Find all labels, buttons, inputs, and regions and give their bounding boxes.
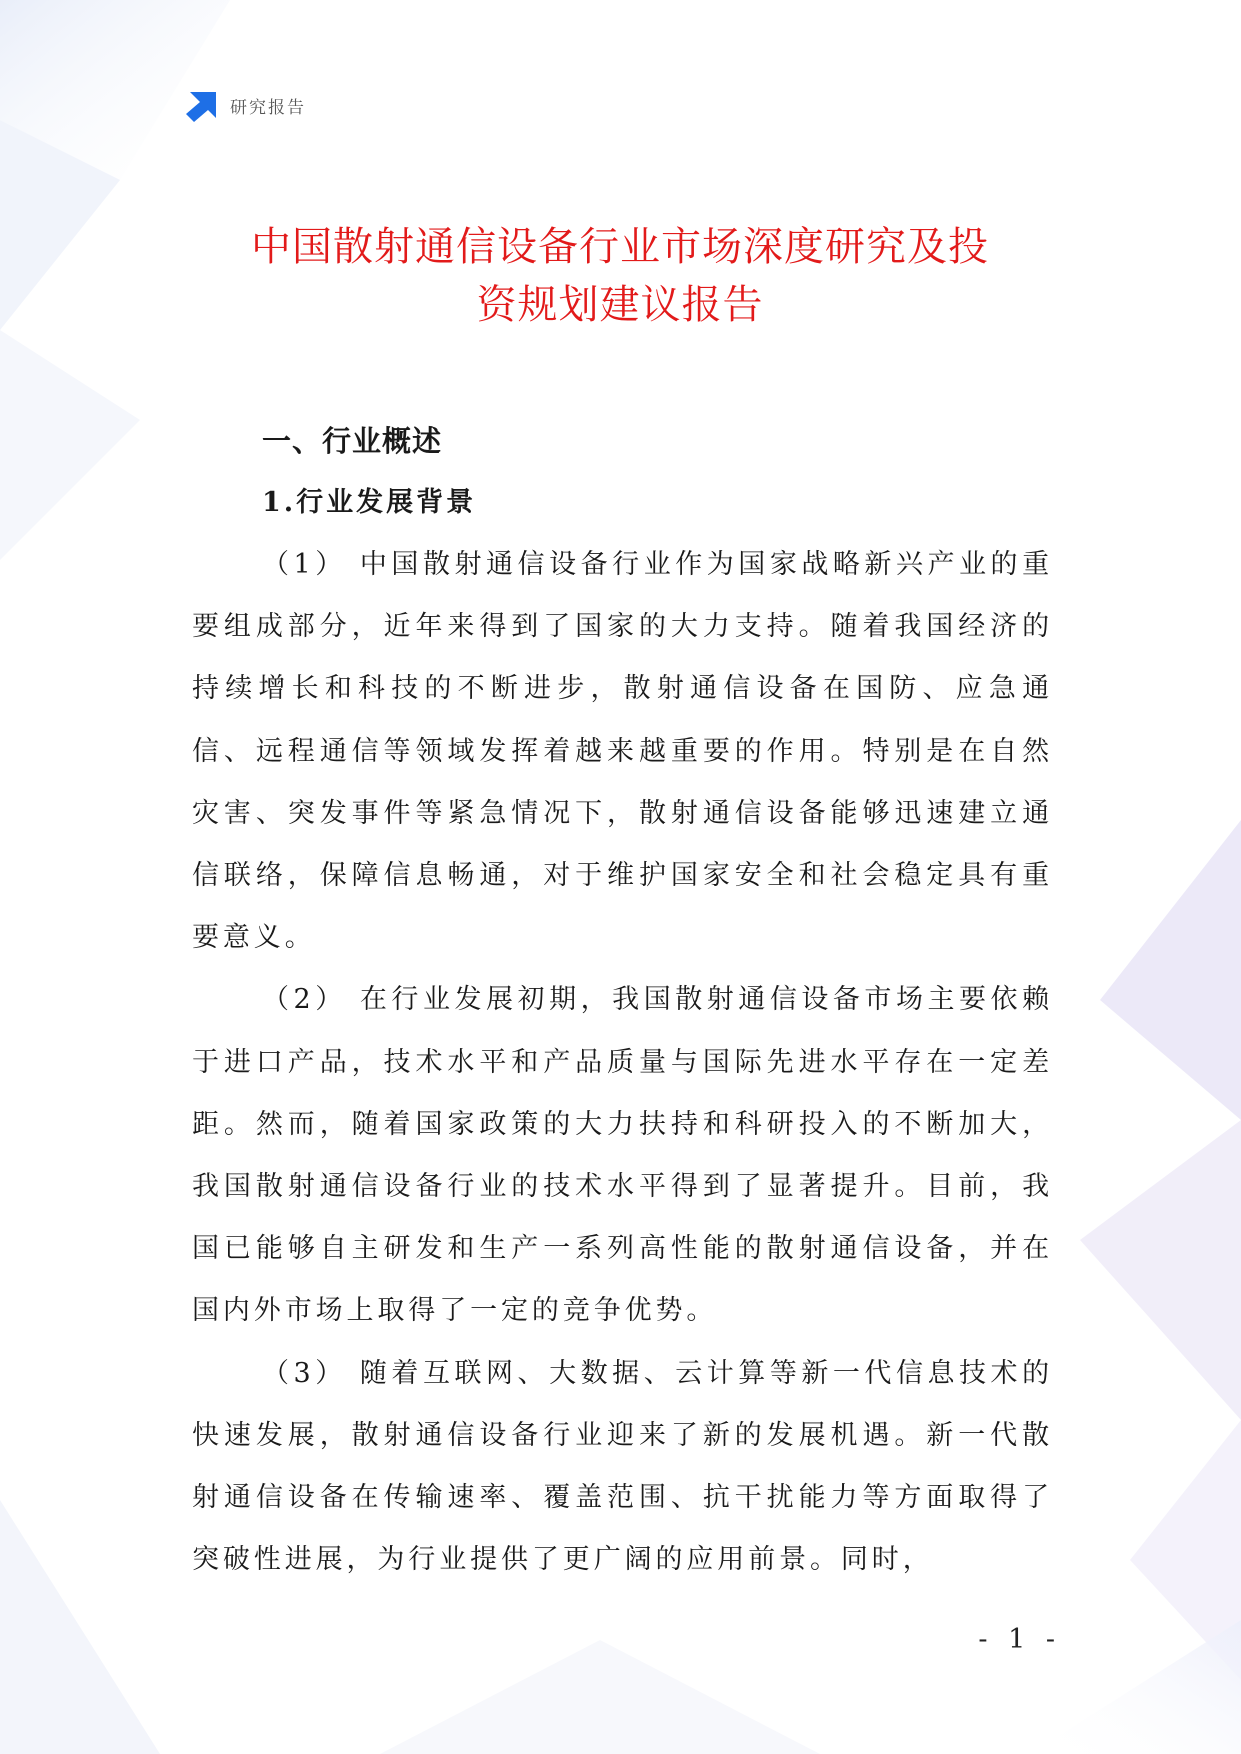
page-number: - 1 - [978,1624,1061,1655]
report-title [150,218,1090,334]
paragraph: （1） 中国散射通信设备行业作为国家战略新兴产业的重要组成部分，近年来得到了国家的大力支持。随着我国经济的持续增长和科技的不断进步，散射通信设备在国防、应急通信、远程通信等领域发挥着越来越重要的作用。特别是在自然灾害、突发事件等紧急情况下，散射通信设备能够迅速建立通信联络，保障信息畅通，对于维护国家安全和社会稳定具有重要意义。 [192,549,1053,954]
report-header [186,88,306,122]
report-title-line-1: 中国散射通信设备行业市场深度研究及投 [251,224,989,270]
report-body [192,410,1053,1591]
section-heading: 一、行业概述 [262,424,443,458]
paragraph: （3） 随着互联网、大数据、云计算等新一代信息技术的快速发展，散射通信设备行业迎来了新的发展机遇。新一代散射通信设备在传输速率、覆盖范围、抗干扰能力等方面取得了突破性进展，为行业提供了更广阔的应用前景。同时， [192,1357,1053,1576]
paragraph: （2） 在行业发展初期，我国散射通信设备市场主要依赖于进口产品，技术水平和产品质量与国际先进水平存在一定差距。然而，随着国家政策的大力扶持和科研投入的不断加大，我国散射通信设备行业的技术水平得到了显著提升。目前，我国已能够自主研发和生产一系列高性能的散射通信设备，并在国内外市场上取得了一定的竞争优势。 [192,984,1053,1327]
header-label: 研究报告 [230,97,306,118]
subsection-heading: 1.行业发展背景 [262,487,477,518]
diagonal-arrow-icon [186,88,220,122]
report-title-line-2: 资规划建议报告 [476,282,764,328]
